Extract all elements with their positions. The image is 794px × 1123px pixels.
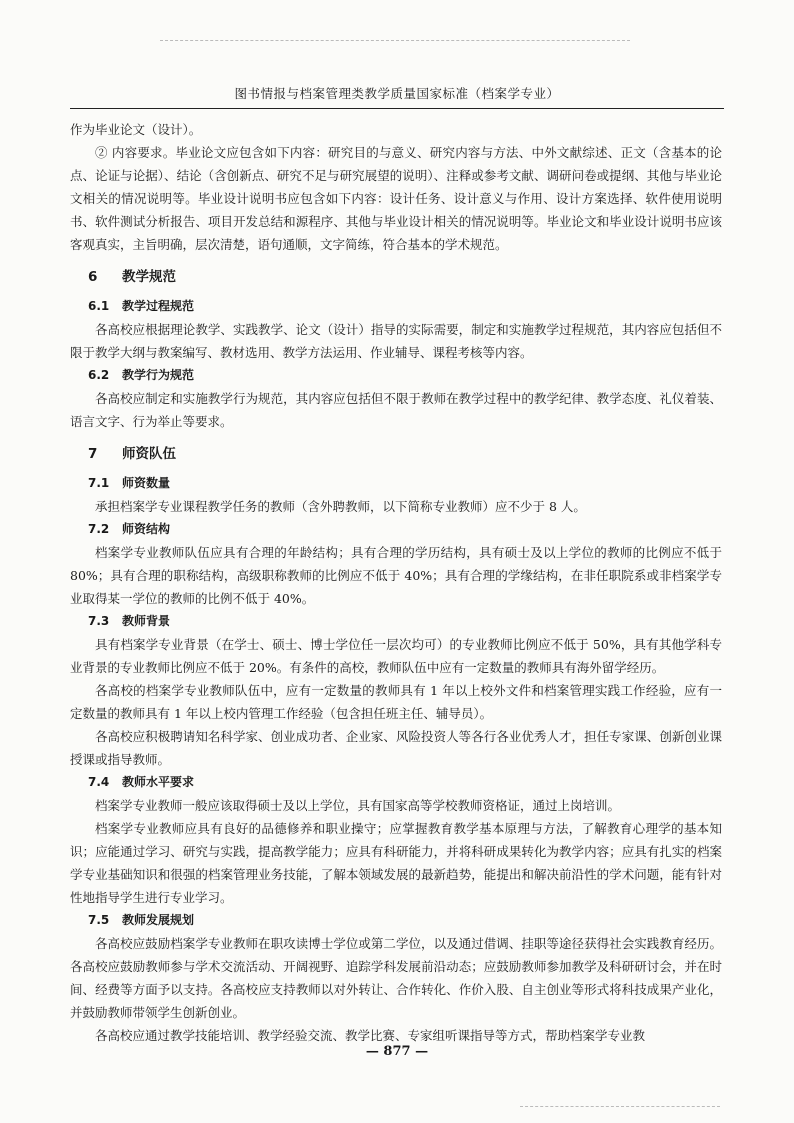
paragraph: 具有档案学专业背景（在学士、硕士、博士学位任一层次均可）的专业教师比例应不低于 50%，具有其他学科专业背景的专业教师比例应不低于 20%。有条件的高校，教师队伍中应有一定数量的教师具有海外留学经历。 xyxy=(70,637,722,675)
subsection-title: 师资结构 xyxy=(122,522,171,536)
subsection-heading-7-4 xyxy=(88,771,722,794)
subsection-number: 6.2 xyxy=(88,368,110,382)
paragraph: 各高校应积极聘请知名科学家、创业成功者、企业家、风险投资人等各行各业优秀人才，担任专家课、创新创业课授课或指导教师。 xyxy=(70,729,722,767)
scan-artifact-bottom xyxy=(520,1106,720,1107)
subsection-number: 7.5 xyxy=(88,913,110,927)
paragraph: 各高校应根据理论教学、实践教学、论文（设计）指导的实际需要，制定和实施教学过程规范，其内容应包括但不限于教学大纲与教案编写、教材选用、教学方法运用、作业辅导、课程考核等内容。 xyxy=(70,322,722,360)
subsection-number: 7.2 xyxy=(88,522,110,536)
section-heading-7 xyxy=(88,443,722,466)
page-number: — 877 — xyxy=(365,1044,429,1059)
subsection-title: 教师水平要求 xyxy=(122,775,195,789)
subsection-heading-6-2 xyxy=(88,364,722,387)
subsection-title: 师资数量 xyxy=(122,476,171,490)
paragraph: 各高校应制定和实施教学行为规范，其内容应包括但不限于教师在教学过程中的教学纪律、教学态度、礼仪着装、语言文字、行为举止等要求。 xyxy=(70,391,722,429)
running-header: 图书情报与档案管理类教学质量国家标准（档案学专业） xyxy=(70,84,724,109)
paragraph: 档案学专业教师应具有良好的品德修养和职业操守；应掌握教育教学基本原理与方法，了解教育心理学的基本知识；应能通过学习、研究与实践，提高教学能力；应具有科研能力，并将科研成果转化为教学内容；应具有扎实的档案学专业基础知识和很强的档案管理业务技能，了解本领域发展的最新趋势，能提出和解决前沿性的学术问题，能有针对性地指导学生进行专业学习。 xyxy=(70,821,722,905)
page-body xyxy=(70,118,722,1047)
section-title: 师资队伍 xyxy=(122,446,176,462)
subsection-title: 教学过程规范 xyxy=(122,299,195,313)
paragraph: 档案学专业教师一般应该取得硕士及以上学位，具有国家高等学校教师资格证，通过上岗培训。 xyxy=(95,798,621,813)
subsection-title: 教师发展规划 xyxy=(122,913,195,927)
paragraph: 各高校的档案学专业教师队伍中，应有一定数量的教师具有 1 年以上校外文件和档案管理实践工作经验，应有一定数量的教师具有 1 年以上校内管理工作经验（包含担任班主任、辅导员）。 xyxy=(70,683,722,721)
subsection-number: 7.1 xyxy=(88,476,110,490)
subsection-title: 教师背景 xyxy=(122,614,171,628)
paragraph: ② 内容要求。毕业论文应包含如下内容：研究目的与意义、研究内容与方法、中外文献综述、正文（含基本的论点、论证与论据）、结论（含创新点、研究不足与研究展望的说明）、注释或参考文献、调研问卷或提纲、其他与毕业论文相关的情况说明等。毕业设计说明书应包含如下内容：设计任务、设计意义与作用、设计方案选择、软件使用说明书、软件测试分析报告、项目开发总结和源程序、其他与毕业设计相关的情况说明等。毕业论文和毕业设计说明书应该客观真实，主旨明确，层次清楚，语句通顺，文字简练，符合基本的学术规范。 xyxy=(70,145,722,252)
section-number: 7 xyxy=(88,446,98,462)
paragraph: 各高校应鼓励档案学专业教师在职攻读博士学位或第二学位，以及通过借调、挂职等途径获得社会实践教育经历。各高校应鼓励教师参与学术交流活动、开阔视野、追踪学科发展前沿动态；应鼓励教师参加教学及科研研讨会，并在时间、经费等方面予以支持。各高校应支持教师以对外转让、合作转化、作价入股、自主创业等形式将科技成果产业化，并鼓励教师带领学生创新创业。 xyxy=(70,936,722,1020)
paragraph: 承担档案学专业课程教学任务的教师（含外聘教师，以下简称专业教师）应不少于 8 人。 xyxy=(95,499,586,514)
subsection-number: 7.3 xyxy=(88,614,110,628)
section-heading-6 xyxy=(88,266,722,289)
subsection-number: 7.4 xyxy=(88,775,110,789)
subsection-heading-7-3 xyxy=(88,610,722,633)
subsection-heading-7-2 xyxy=(88,518,722,541)
scan-artifact-top xyxy=(160,40,630,41)
section-number: 6 xyxy=(88,269,98,285)
subsection-number: 6.1 xyxy=(88,299,110,313)
paragraph: 档案学专业教师队伍应具有合理的年龄结构；具有合理的学历结构，具有硕士及以上学位的教师的比例应不低于 80%；具有合理的职称结构，高级职称教师的比例应不低于 40%；具有合理的学缘结构，在非任职院系或非档案学专业取得某一学位的教师的比例不低于 40%。 xyxy=(70,545,722,606)
paragraph: 各高校应通过教学技能培训、教学经验交流、教学比赛、专家组听课指导等方式，帮助档案学专业教 xyxy=(95,1028,646,1043)
paragraph: 作为毕业论文（设计）。 xyxy=(70,122,202,137)
subsection-title: 教学行为规范 xyxy=(122,368,195,382)
subsection-heading-7-5 xyxy=(88,909,722,932)
subsection-heading-6-1 xyxy=(88,295,722,318)
section-title: 教学规范 xyxy=(122,269,176,285)
subsection-heading-7-1 xyxy=(88,472,722,495)
